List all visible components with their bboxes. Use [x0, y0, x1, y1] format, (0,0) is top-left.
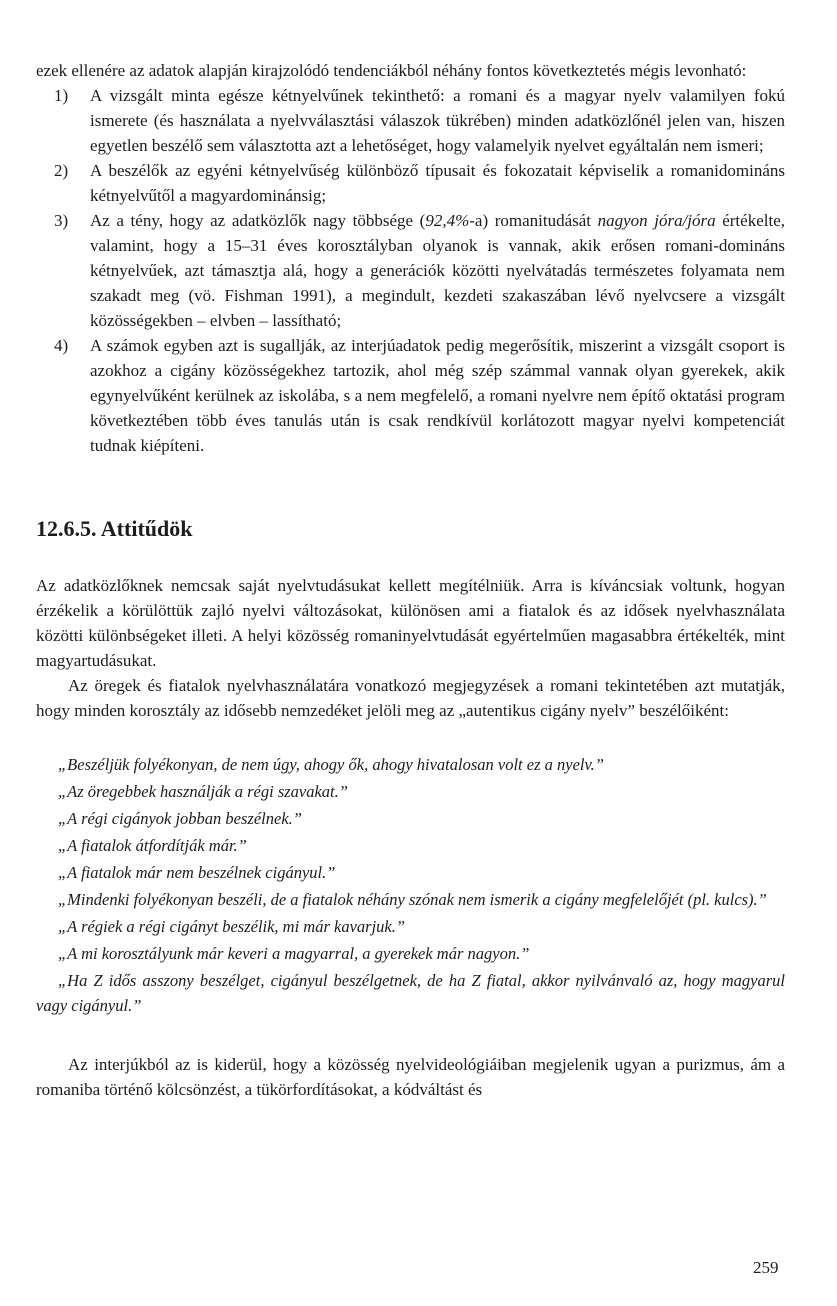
- conclusion-item-2: [36, 158, 785, 208]
- item-text-part: -a) romanitudását: [469, 211, 598, 230]
- conclusion-list: [36, 83, 785, 458]
- item-number: 1): [54, 86, 69, 105]
- quote-item: „A fiatalok már nem beszélnek cigányul.”: [58, 863, 336, 882]
- item-number: 3): [54, 211, 69, 230]
- intro-text: ezek ellenére az adatok alapján kirajzolódó tendenciákból néhány fontos következtetés mégis levonható:: [36, 61, 747, 80]
- page-number: 259: [753, 1258, 779, 1277]
- item-text-part: Az a tény, hogy az adatközlők nagy többsége (: [90, 211, 426, 230]
- quote-item: „Beszéljük folyékonyan, de nem úgy, ahogy ők, ahogy hivatalosan volt ez a nyelv.”: [58, 755, 604, 774]
- item-text: A számok egyben azt is sugallják, az interjúadatok pedig megerősítik, miszerint a vizsgált csoport is azokhoz a cigány közösségekhez tartozik, ahol még szép számmal vannak olyan gyerekek, akik egynyelvűként kerülnek az iskolába, s a nem megfelelő, a romani nyelvre nem építő oktatási program következtében több éves tanulás után is csak rendkívül korlátozott magyar nyelvi kompetenciát tudnak kiépíteni.: [90, 336, 785, 455]
- quote-item: „A régi cigányok jobban beszélnek.”: [58, 809, 302, 828]
- percentage-value: 92,4%: [425, 211, 470, 230]
- body-paragraph: Az adatközlőknek nemcsak saját nyelvtudásukat kellett megítélniük. Arra is kíváncsiak voltunk, hogyan érzékelik a körülöttük zajló nyelvi változásokat, különösen ami a fiatalok és az idősek nyelvhasználata közötti különbségeket illeti. A helyi közösség romaninyelvtudását egyértelműen magasabbra értékelték, mint magyartudásukat.: [36, 576, 785, 670]
- conclusion-item-4: [36, 333, 785, 458]
- conclusion-item-1: [36, 83, 785, 158]
- item-number: 2): [54, 161, 69, 180]
- conclusion-item-3: [36, 208, 785, 333]
- quote-item: „A régiek a régi cigányt beszélik, mi már kavarjuk.”: [58, 917, 406, 936]
- item-text: A beszélők az egyéni kétnyelvűség különböző típusait és fokozatait képviselik a romanidomináns kétnyelvűtől a magyardominánsig;: [90, 161, 785, 205]
- quote-item: „Az öregebbek használják a régi szavakat.”: [58, 782, 348, 801]
- closing-paragraph: Az interjúkból az is kiderül, hogy a közösség nyelvideológiáiban megjelenik ugyan a purizmus, ám a romaniba történő kölcsönzést, a tükörfordításokat, a kódváltást és: [36, 1055, 785, 1099]
- quote-item: „Ha Z idős asszony beszélget, cigányul beszélgetnek, de ha Z fiatal, akkor nyilvánvaló az, hogy magyarul vagy cigányul.”: [36, 971, 785, 1015]
- quote-item: „A mi korosztályunk már keveri a magyarral, a gyerekek már nagyon.”: [58, 944, 530, 963]
- section-heading: 12.6.5. Attitűdök: [36, 516, 193, 541]
- closing-section: [36, 1052, 785, 1102]
- quote-list: [36, 752, 785, 1018]
- item-number: 4): [54, 336, 69, 355]
- item-text-part: értékelte, valamint, hogy a 15–31 éves korosztályban olyanok is vannak, akik erősen romani-domináns kétnyelvűek, azt támasztja alá, hogy a generációk közötti nyelvátadás természetes folyamata nem szakadt meg (vö. Fishman 1991), a megindult, kezdeti szakaszában lévő nyelvcsere a vizsgált közösségekben – elvben – lassítható;: [90, 211, 785, 330]
- quote-item: „A fiatalok átfordítják már.”: [58, 836, 247, 855]
- body-paragraph: Az öregek és fiatalok nyelvhasználatára vonatkozó megjegyzések a romani tekintetében azt mutatják, hogy minden korosztály az idősebb nemzedéket jelöli meg az „autentikus cigány nyelv” beszélőiként:: [36, 676, 785, 720]
- rating-emphasis: nagyon jóra/jóra: [597, 211, 716, 230]
- item-text: A vizsgált minta egésze kétnyelvűnek tekinthető: a romani és a magyar nyelv valamilyen fokú ismerete (és használata a nyelvválasztási válaszok tükrében) minden adatközlőnél jelen van, hiszen egyetlen beszélő sem választotta azt a lehetőséget, hogy valamelyik nyelvet egyáltalán nem ismeri;: [90, 86, 785, 155]
- quote-item: „Mindenki folyékonyan beszéli, de a fiatalok néhány szónak nem ismerik a cigány megfelelőjét (pl. kulcs).”: [58, 890, 767, 909]
